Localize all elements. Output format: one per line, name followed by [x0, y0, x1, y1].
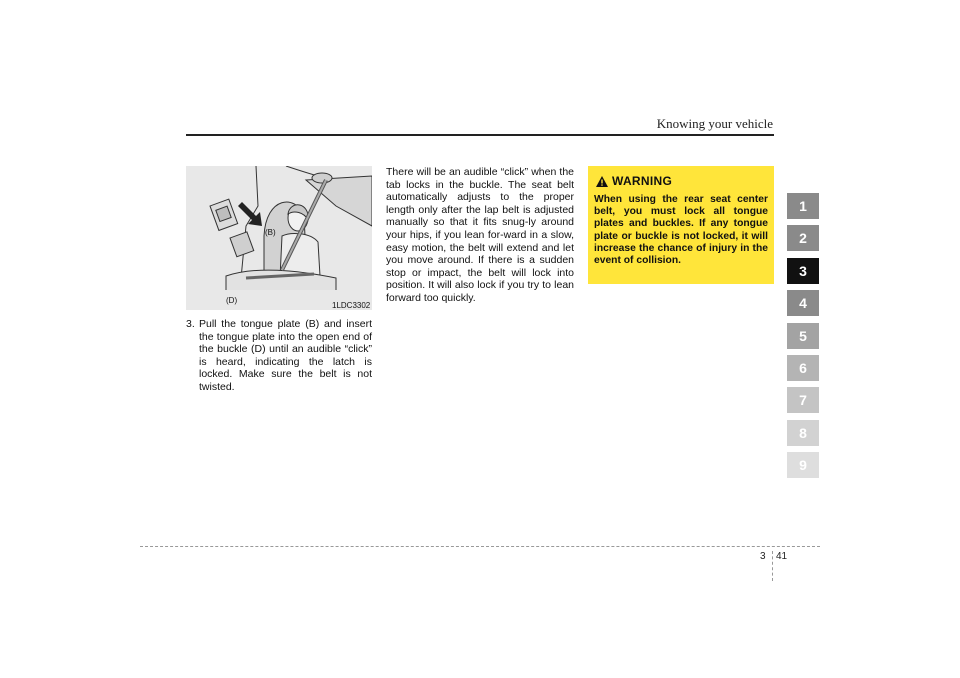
chapter-tab-6[interactable]: 6	[787, 355, 819, 381]
chapter-tabs	[787, 193, 819, 485]
seat-belt-illustration	[186, 166, 372, 310]
figure-code: 1LDC3302	[332, 301, 371, 310]
page-section-number: 3	[760, 551, 766, 562]
header-rule	[186, 134, 774, 136]
chapter-tab-9[interactable]: 9	[787, 452, 819, 478]
seat-belt-drawing	[186, 166, 372, 310]
step-text: Pull the tongue plate (B) and insert the tongue plate into the open end of the buckle (D) until an audible “click” is heard, indicating the latch is locked. Make sure the belt is not twisted.	[199, 318, 372, 393]
warning-box	[588, 166, 774, 284]
step-number: 3.	[186, 318, 195, 330]
chapter-tab-4[interactable]: 4	[787, 290, 819, 316]
header-title: Knowing your vehicle	[656, 116, 773, 131]
warning-title: WARNING	[612, 174, 673, 188]
body-paragraph: There will be an audible “click” when the tab locks in the buckle. The seat belt automatically adjusts to the proper length only after the lap belt is adjusted manually so that it fits snug-ly around your hips, if you lean for-ward in a slow, easy motion, the belt will extend and let you move around. If there is a sudden stop or impact, the belt will lock into position. It will also lock if you try to lean forward too quickly.	[386, 166, 574, 304]
chapter-tab-1[interactable]: 1	[787, 193, 819, 219]
step-3	[186, 318, 372, 394]
footer-rule	[140, 546, 820, 547]
page-separator	[772, 551, 773, 581]
chapter-tab-8[interactable]: 8	[787, 420, 819, 446]
label-b: (B)	[265, 228, 276, 237]
page-number: 41	[776, 551, 788, 562]
chapter-tab-2[interactable]: 2	[787, 225, 819, 251]
chapter-tab-3[interactable]: 3	[787, 258, 819, 284]
chapter-tab-5[interactable]: 5	[787, 323, 819, 349]
warning-body: When using the rear seat center belt, you must lock all tongue plates and buckles. If any tongue plate or buckle is not locked, it will increase the chance of injury in the event of collision.	[594, 194, 768, 267]
label-d: (D)	[226, 296, 238, 305]
chapter-tab-7[interactable]: 7	[787, 387, 819, 413]
warning-header	[596, 174, 768, 188]
warning-triangle-icon	[596, 176, 608, 187]
